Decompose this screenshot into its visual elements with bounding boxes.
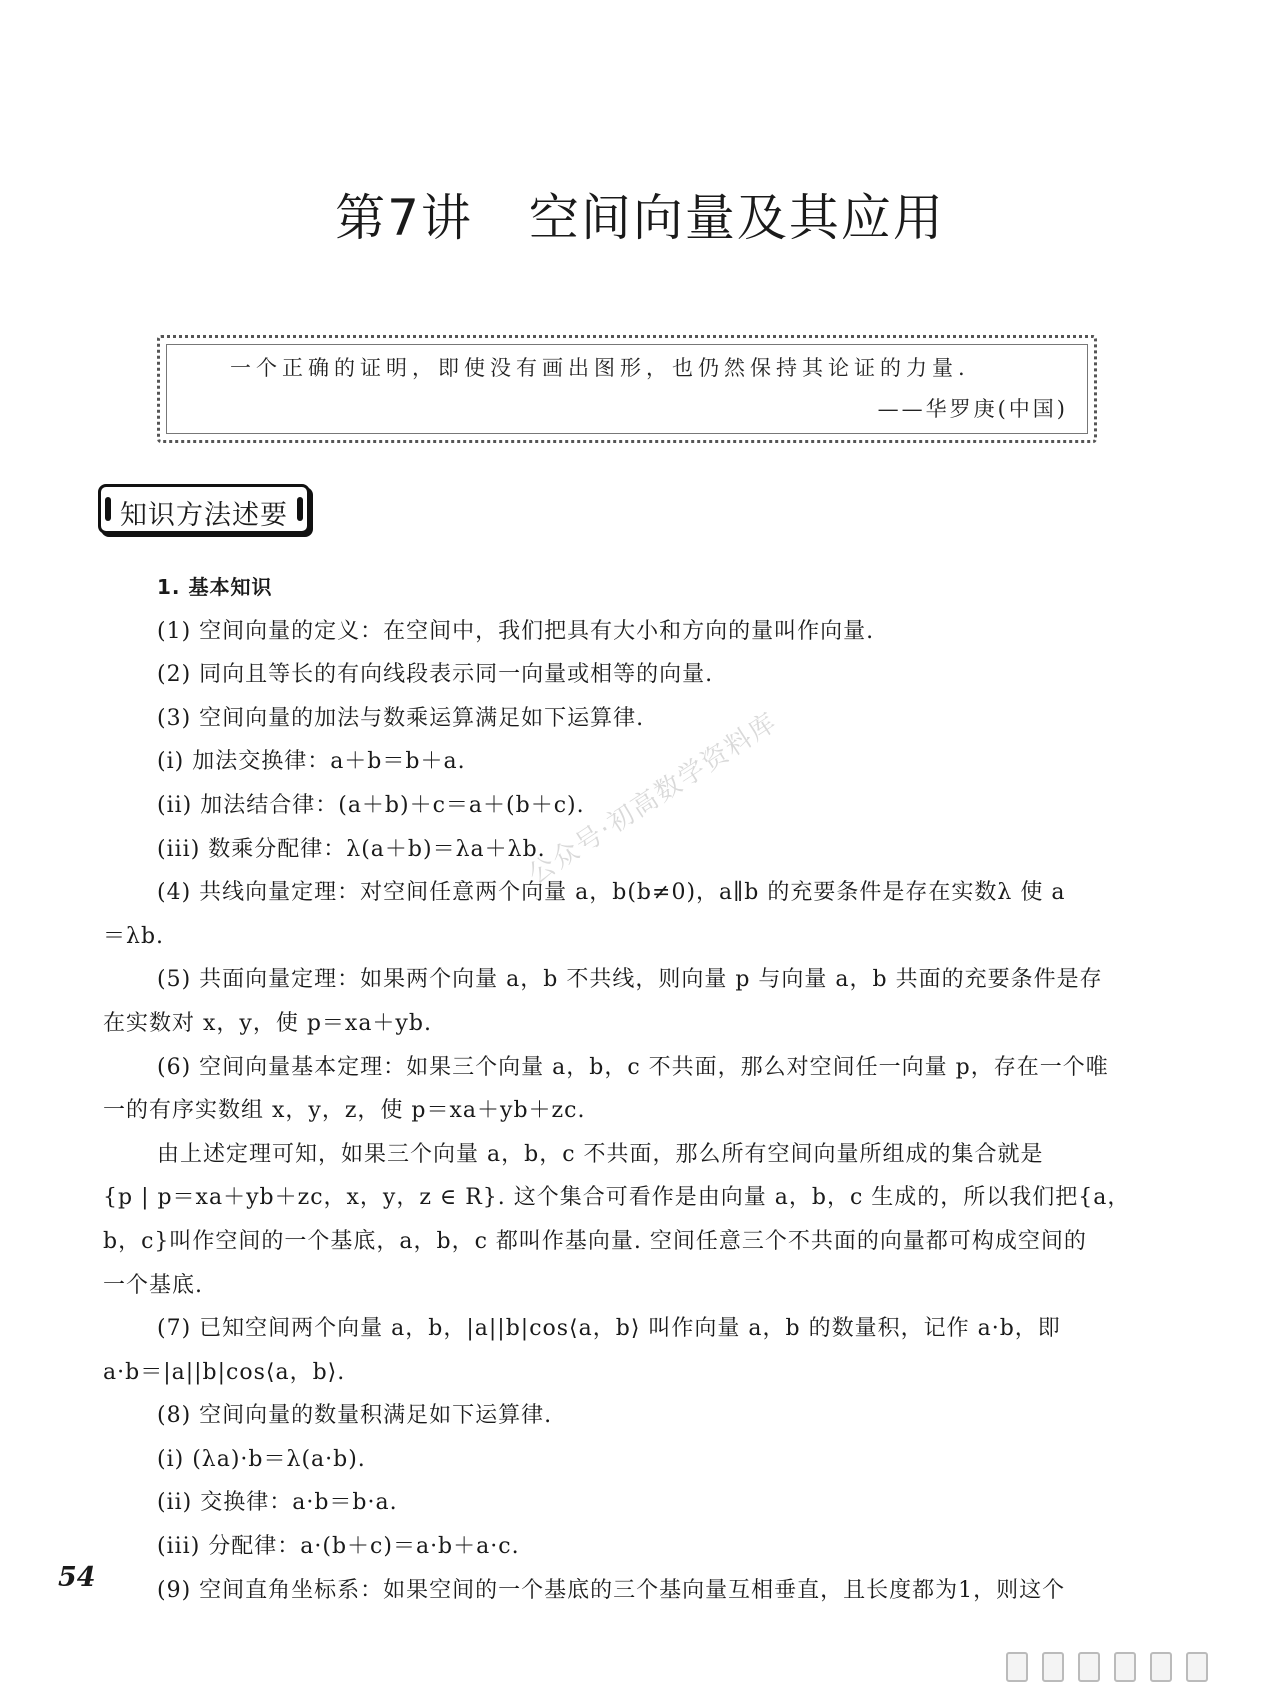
viewer-page-icon[interactable] [1078, 1652, 1100, 1682]
text-line: b，c}叫作空间的一个基底，a，b，c 都叫作基向量. 空间任意三个不共面的向量都可构成空间的 [103, 1228, 1087, 1254]
text-line: (ii) 交换律：a·b＝b·a. [157, 1490, 398, 1516]
text-line: (1) 空间向量的定义：在空间中，我们把具有大小和方向的量叫作向量. [157, 618, 875, 644]
text-line: (iii) 分配律：a·(b＋c)＝a·b＋a·c. [157, 1534, 520, 1560]
watermark: 公众号·初高数学资料库 [523, 706, 784, 891]
body-text [103, 566, 1153, 1612]
chapter-title [0, 178, 1280, 250]
page-number: 54 [58, 1562, 96, 1593]
chapter-number: 第7讲 [335, 189, 473, 247]
text-line: 一的有序实数组 x，y，z，使 p＝xa＋yb＋zc. [103, 1098, 586, 1124]
text-line: {p | p＝xa＋yb＋zc，x，y，z ∈ R}. 这个集合可看作是由向量 a，b，c 生成的，所以我们把{a， [103, 1185, 1131, 1211]
text-line: (8) 空间向量的数量积满足如下运算律. [157, 1403, 553, 1429]
viewer-page-icon[interactable] [1150, 1652, 1172, 1682]
section-tag [98, 484, 310, 534]
text-line: (ii) 加法结合律：(a＋b)＋c＝a＋(b＋c). [157, 792, 585, 818]
quote-text: 一个正确的证明，即使没有画出图形，也仍然保持其论证的力量. [230, 356, 970, 380]
viewer-page-icon[interactable] [1114, 1652, 1136, 1682]
subsection-heading: 1. 基本知识 [157, 575, 273, 599]
quote-author: ——华罗庚(中国) [877, 397, 1068, 421]
viewer-page-icon[interactable] [1042, 1652, 1064, 1682]
text-line: (5) 共面向量定理：如果两个向量 a，b 不共线，则向量 p 与向量 a，b 共面的充要条件是存 [157, 967, 1103, 993]
text-line: (3) 空间向量的加法与数乘运算满足如下运算律. [157, 705, 645, 731]
text-line: (6) 空间向量基本定理：如果三个向量 a，b，c 不共面，那么对空间任一向量 p，存在一个唯 [157, 1054, 1109, 1080]
text-line: (i) 加法交换律：a＋b＝b＋a. [157, 749, 466, 775]
text-line: (9) 空间直角坐标系：如果空间的一个基底的三个基向量互相垂直，且长度都为1，则这个 [157, 1577, 1066, 1603]
section-tag-label: 知识方法述要 [120, 500, 288, 531]
text-line: ＝λb. [103, 923, 165, 949]
text-line: (7) 已知空间两个向量 a，b，|a||b|cos⟨a，b⟩ 叫作向量 a，b 的数量积，记作 a·b，即 [157, 1316, 1061, 1342]
chapter-name: 空间向量及其应用 [528, 189, 945, 247]
viewer-toolbar [1006, 1652, 1208, 1682]
text-line: 一个基底. [103, 1272, 203, 1298]
text-line: (i) (λa)·b＝λ(a·b). [157, 1446, 366, 1472]
text-line: (4) 共线向量定理：对空间任意两个向量 a，b(b≠0)，a∥b 的充要条件是存在实数λ 使 a [157, 880, 1066, 906]
viewer-page-icon[interactable] [1186, 1652, 1208, 1682]
text-line: 在实数对 x，y，使 p＝xa＋yb. [103, 1010, 432, 1036]
text-line: 由上述定理可知，如果三个向量 a，b，c 不共面，那么所有空间向量所组成的集合就是 [157, 1141, 1044, 1167]
viewer-page-icon[interactable] [1006, 1652, 1028, 1682]
text-line: (iii) 数乘分配律：λ(a＋b)＝λa＋λb. [157, 836, 546, 862]
text-line: a·b＝|a||b|cos⟨a，b⟩. [103, 1359, 346, 1385]
quote-box [157, 335, 1097, 443]
text-line: (2) 同向且等长的有向线段表示同一向量或相等的向量. [157, 662, 714, 688]
